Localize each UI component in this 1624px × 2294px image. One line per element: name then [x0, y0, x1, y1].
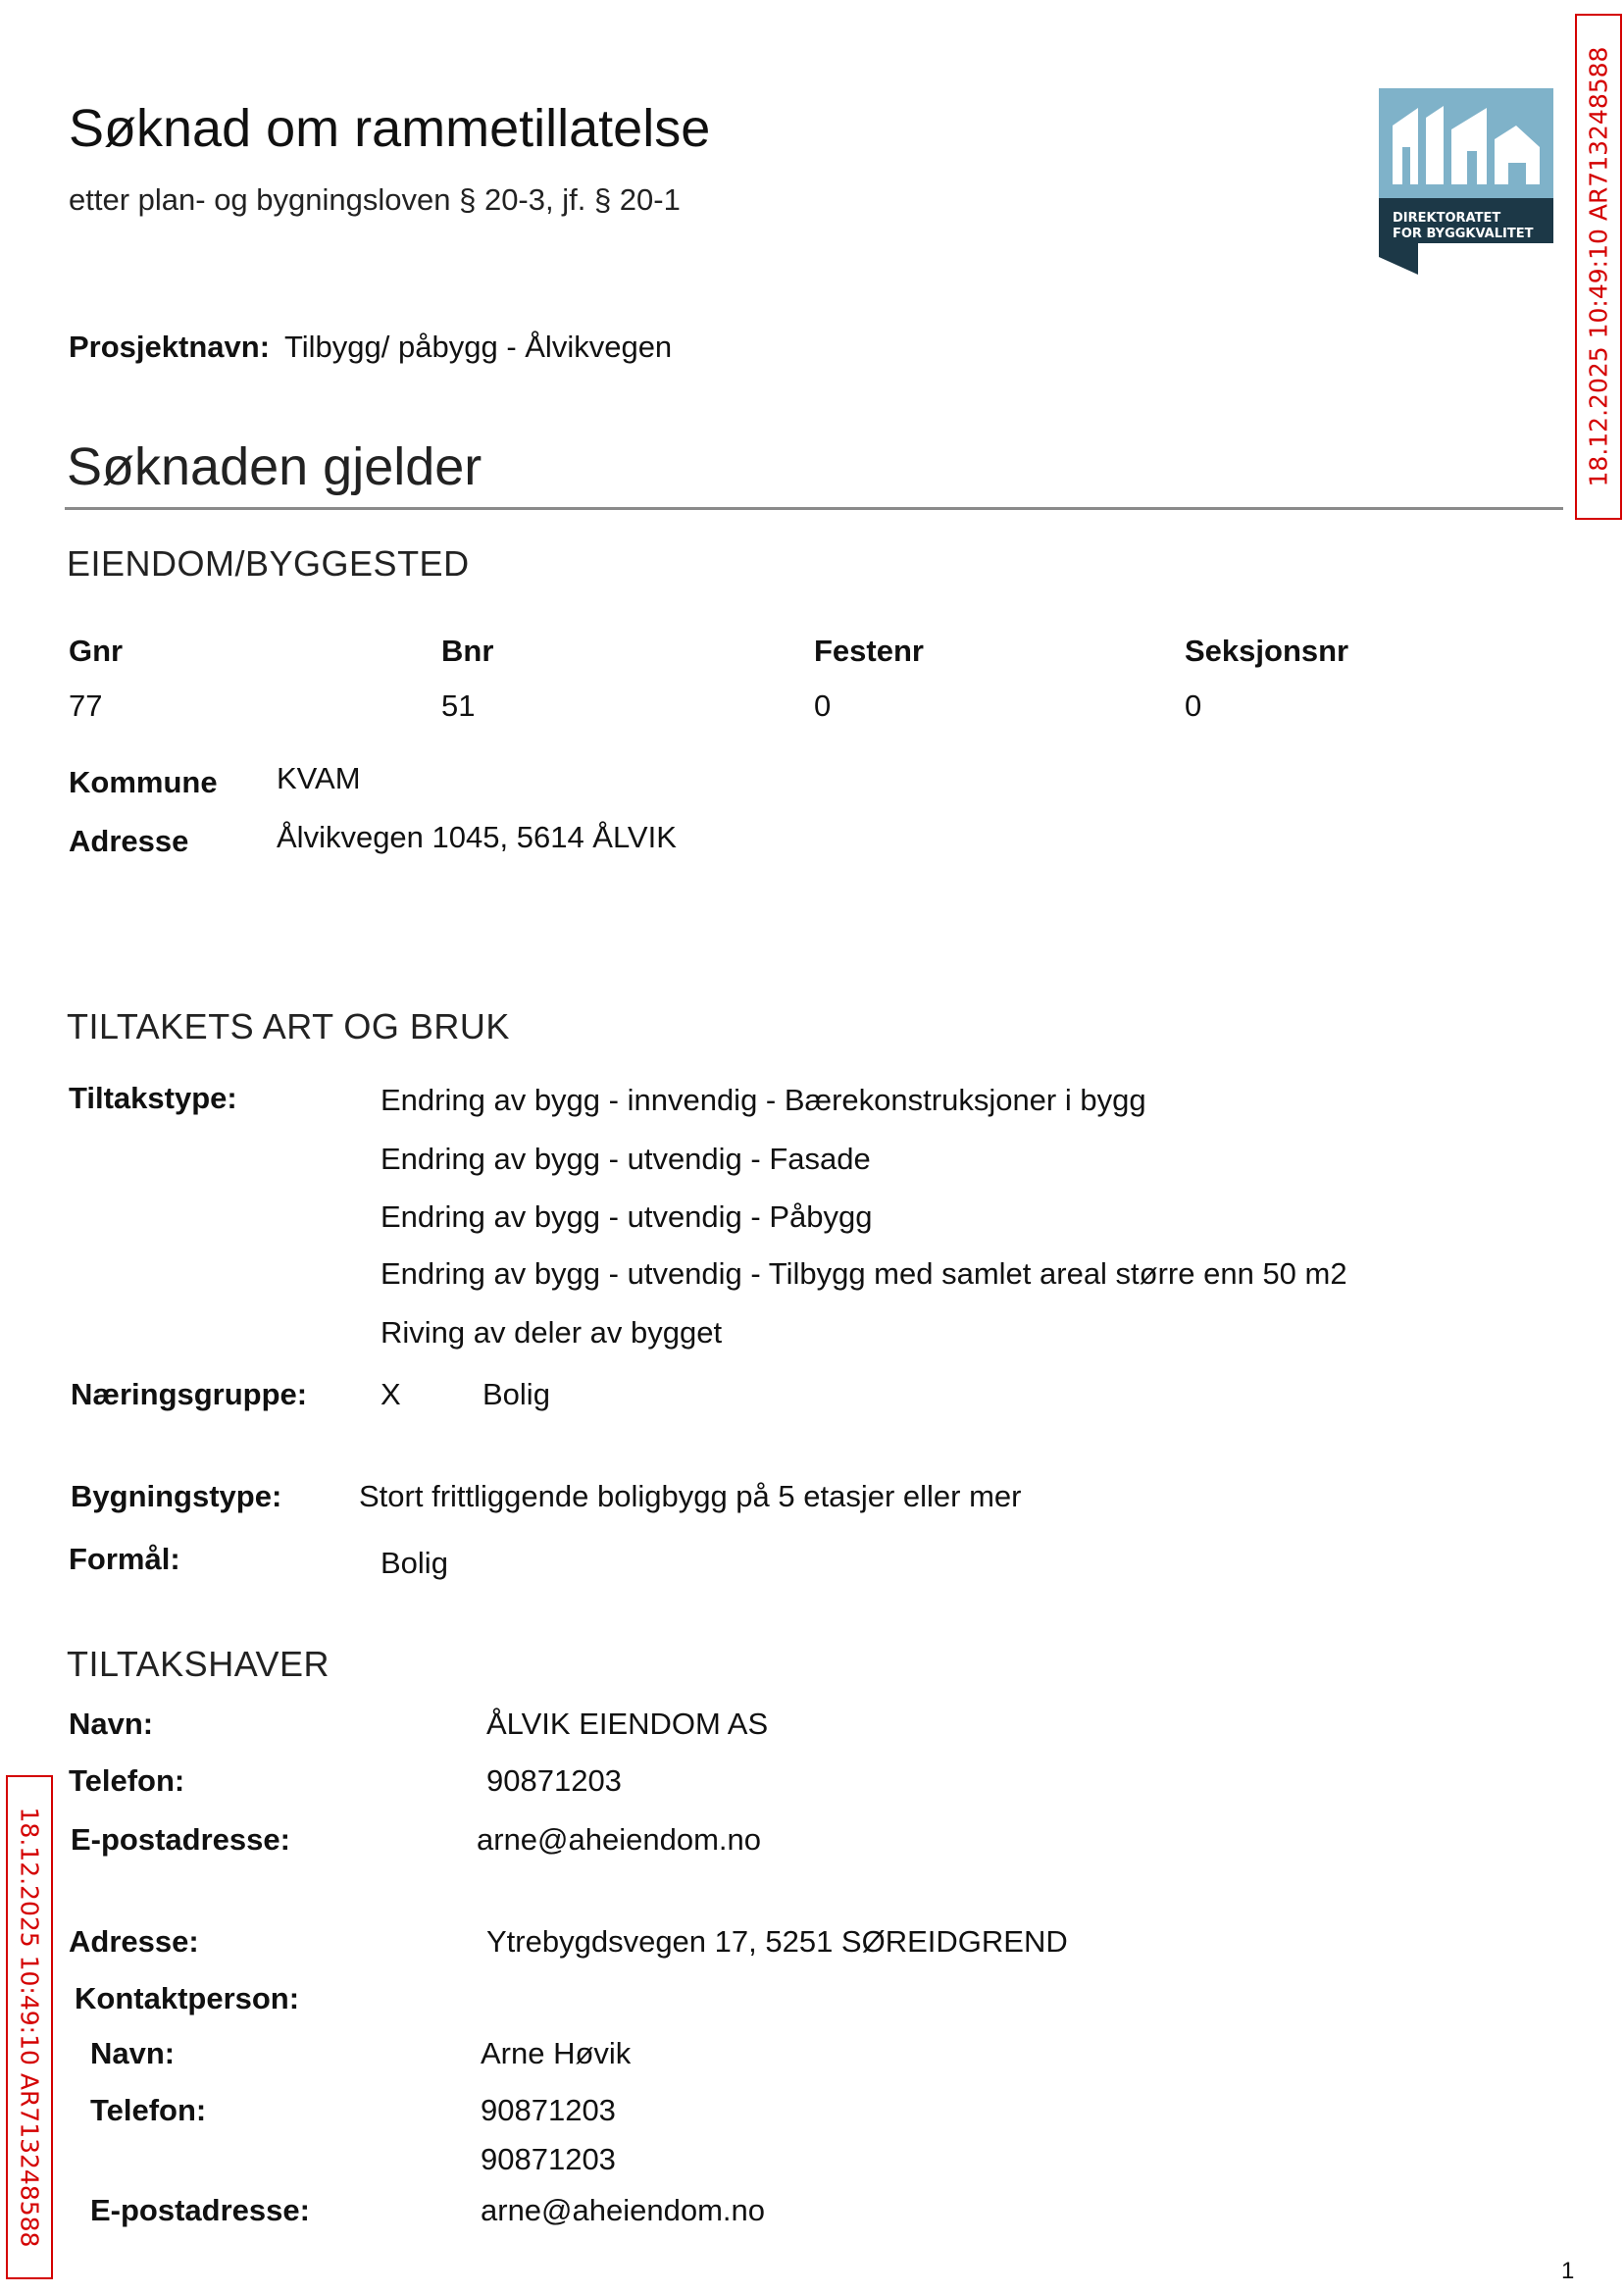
- project-name-label: Prosjektnavn:: [69, 330, 271, 364]
- dibk-logo: [1379, 88, 1553, 275]
- tiltakshaver-heading: TILTAKSHAVER: [67, 1644, 330, 1684]
- naeringsgruppe-label: Næringsgruppe:: [71, 1377, 308, 1411]
- tiltakshaver-epost-value: arne@aheiendom.no: [477, 1822, 762, 1857]
- kontaktperson-telefon-value-2: 90871203: [481, 2142, 616, 2176]
- timestamp-stamp-left: [6, 1775, 53, 2279]
- timestamp-stamp-left-text: 18.12.2025 10:49:10 AR713248588: [15, 1807, 44, 2248]
- gnr-value: 77: [69, 688, 103, 723]
- tiltakstype-item: Endring av bygg - utvendig - Fasade: [381, 1142, 871, 1176]
- tiltakshaver-epost-label: E-postadresse:: [71, 1822, 290, 1857]
- tiltakshaver-navn-value: ÅLVIK EIENDOM AS: [486, 1707, 769, 1741]
- dibk-logo-graphic: [1379, 88, 1553, 275]
- logo-text-line1: DIREKTORATET: [1393, 211, 1501, 226]
- tiltakstype-item: Riving av deler av bygget: [381, 1315, 723, 1350]
- tiltakshaver-telefon-value: 90871203: [486, 1763, 622, 1798]
- seksjonsnr-value: 0: [1185, 688, 1202, 723]
- bnr-label: Bnr: [441, 634, 494, 668]
- bnr-value: 51: [441, 688, 476, 723]
- section-heading: Søknaden gjelder: [67, 437, 482, 496]
- section-divider: [65, 507, 1563, 510]
- kontaktperson-telefon-value: 90871203: [481, 2093, 616, 2127]
- timestamp-stamp-right-text: 18.12.2025 10:49:10 AR713248588: [1584, 46, 1613, 487]
- kommune-value: KVAM: [277, 761, 361, 795]
- kontaktperson-epost-value: arne@aheiendom.no: [481, 2193, 766, 2227]
- tiltakshaver-navn-label: Navn:: [69, 1707, 154, 1741]
- bygningstype-label: Bygningstype:: [71, 1479, 282, 1513]
- festenr-label: Festenr: [814, 634, 924, 668]
- naeringsgruppe-code: X: [381, 1377, 401, 1411]
- document-subtitle: etter plan- og bygningsloven § 20-3, jf. § 20-1: [69, 182, 681, 217]
- document-title: Søknad om rammetillatelse: [69, 99, 711, 158]
- adresse-value: Ålvikvegen 1045, 5614 ÅLVIK: [277, 820, 677, 854]
- naeringsgruppe-value: Bolig: [482, 1377, 550, 1411]
- seksjonsnr-label: Seksjonsnr: [1185, 634, 1349, 668]
- formal-value: Bolig: [381, 1546, 448, 1580]
- kontaktperson-epost-label: E-postadresse:: [90, 2193, 310, 2227]
- tiltakstype-label: Tiltakstype:: [69, 1081, 237, 1115]
- tiltakstype-item: Endring av bygg - utvendig - Tilbygg med samlet areal større enn 50 m2: [381, 1256, 1347, 1291]
- kontaktperson-navn-label: Navn:: [90, 2036, 176, 2070]
- page-number: 1: [1561, 2258, 1575, 2284]
- tiltak-heading: TILTAKETS ART OG BRUK: [67, 1006, 510, 1046]
- festenr-value: 0: [814, 688, 832, 723]
- logo-text-line2: FOR BYGGKVALITET: [1393, 227, 1534, 241]
- tiltakshaver-adresse-label: Adresse:: [69, 1924, 199, 1959]
- tiltakshaver-adresse-value: Ytrebygdsvegen 17, 5251 SØREIDGREND: [486, 1924, 1068, 1959]
- tiltakstype-item: Endring av bygg - innvendig - Bærekonstruksjoner i bygg: [381, 1083, 1146, 1117]
- timestamp-stamp-right: [1575, 14, 1622, 520]
- gnr-label: Gnr: [69, 634, 124, 668]
- kommune-label: Kommune: [69, 765, 218, 799]
- tiltakshaver-telefon-label: Telefon:: [69, 1763, 185, 1798]
- kontaktperson-telefon-label: Telefon:: [90, 2093, 207, 2127]
- project-name-value: Tilbygg/ påbygg - Ålvikvegen: [284, 330, 673, 364]
- eiendom-heading: EIENDOM/BYGGESTED: [67, 543, 470, 584]
- adresse-label: Adresse: [69, 824, 189, 858]
- bygningstype-value: Stort frittliggende boligbygg på 5 etasjer eller mer: [359, 1479, 1022, 1513]
- kontaktperson-label: Kontaktperson:: [75, 1981, 300, 2015]
- kontaktperson-navn-value: Arne Høvik: [481, 2036, 632, 2070]
- formal-label: Formål:: [69, 1542, 180, 1576]
- tiltakstype-item: Endring av bygg - utvendig - Påbygg: [381, 1199, 873, 1234]
